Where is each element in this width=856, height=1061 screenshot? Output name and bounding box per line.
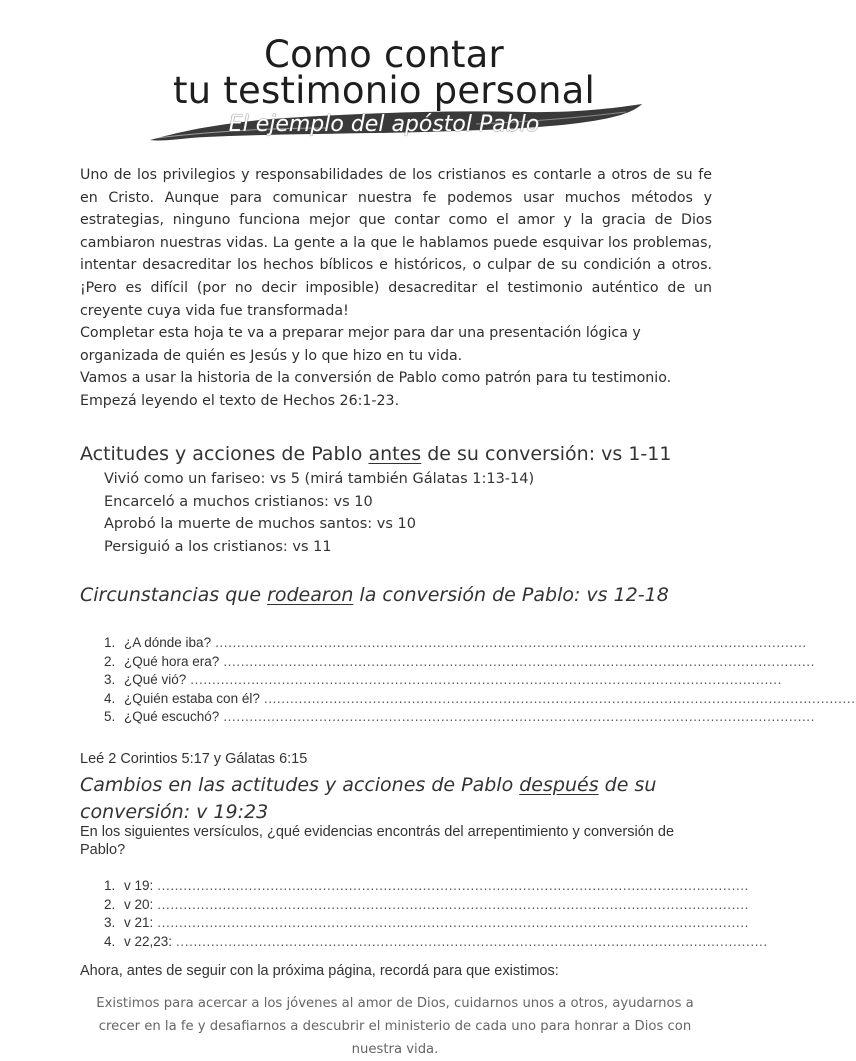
list-item [104, 708, 816, 727]
item-question: ¿A dónde iba? [124, 635, 212, 650]
answer-line[interactable]: ........................................................................................................................................ [157, 896, 749, 912]
item-question: ¿Qué escuchó? [124, 709, 220, 724]
reading-instruction: Leé 2 Corintios 5:17 y Gálatas 6:15 [80, 751, 308, 767]
item-number: 1. [104, 635, 116, 650]
intro-paragraph-4: Empezá leyendo el texto de Hechos 26:1-23. [80, 392, 400, 409]
after-list [104, 877, 768, 951]
list-item: Persiguió a los cristianos: vs 11 [104, 538, 332, 555]
answer-line[interactable]: ........................................................................................................................................ [176, 933, 768, 949]
heading-text: Circunstancias que [80, 584, 268, 606]
list-item [104, 914, 749, 933]
list-item [104, 671, 782, 690]
intro-paragraph-3: Vamos a usar la historia de la conversión de Pablo como patrón para tu testimonio. [80, 370, 672, 387]
item-number: 4. [104, 690, 116, 706]
answer-line[interactable]: ........................................................................................................................................ [263, 690, 856, 706]
heading-text: Cambios en las actitudes y acciones de Pablo [80, 774, 520, 796]
list-item [104, 896, 749, 915]
circumstances-list [104, 634, 856, 727]
heading-text: la conversión de Pablo: vs 12-18 [353, 584, 669, 606]
list-item [104, 877, 749, 896]
intro-text [80, 164, 712, 413]
heading-underlined-word: rodearon [267, 584, 354, 606]
list-item [104, 634, 807, 653]
item-number: 2. [104, 896, 116, 912]
answer-line[interactable]: ........................................................................................................................................ [157, 878, 749, 893]
intro-paragraph-2: Completar esta hoja te va a preparar mejor para dar una presentación lógica y organizada de quién es Jesús y lo que hizo en tu vida. [80, 325, 641, 364]
item-question: v 19: [124, 878, 154, 893]
item-number: 3. [104, 915, 116, 930]
list-item: Encarceló a muchos cristianos: vs 10 [104, 493, 373, 510]
heading-text: Actitudes y acciones de Pablo [80, 443, 369, 465]
item-number: 1. [104, 878, 116, 893]
section-after-heading [80, 772, 660, 826]
item-number: 2. [104, 653, 116, 669]
heading-text: de su conversión: v 19:23 [80, 774, 657, 823]
page-title-line-1: Como contar [264, 33, 504, 76]
heading-text: de su conversión: vs 1-11 [421, 443, 672, 465]
item-question: ¿Quién estaba con él? [124, 690, 260, 706]
mission-statement: Existimos para acercar a los jóvenes al amor de Dios, cuidarnos unos a otros, ayudarnos a crecer en la fe y desafiarnos a descubrir el ministerio de cada uno para honrar a Dios con nuestra vida. [96, 996, 694, 1057]
section-after-question: En los siguientes versículos, ¿qué evidencias encontrás del arrepentimiento y conversión de Pablo? [80, 824, 675, 858]
item-question: ¿Qué vió? [124, 672, 187, 687]
heading-underlined-word: después [519, 774, 599, 796]
list-item [104, 690, 856, 709]
item-question: v 22,23: [124, 933, 173, 949]
closing-reminder: Ahora, antes de seguir con la próxima página, recordá para que existimos: [80, 963, 559, 979]
section-before-heading [80, 442, 720, 467]
answer-line[interactable]: ........................................................................................................................................ [215, 635, 807, 650]
before-list [104, 468, 704, 558]
item-question: ¿Qué hora era? [124, 653, 220, 669]
item-number: 4. [104, 933, 116, 949]
list-item [104, 653, 816, 672]
item-question: v 20: [124, 896, 154, 912]
item-number: 5. [104, 709, 116, 724]
intro-paragraph-1: Uno de los privilegios y responsabilidades de los cristianos es contarle a otros de su fe en Cristo. Aunque para comunicar nuestra fe podemos usar muchos métodos y estrategias, ninguno funciona mejor que contar como el amor y la gracia de Dios cambiaron nuestras vidas. La gente a la que le hablamos puede esquivar los problemas, intentar desacreditar los hechos bíblicos e históricos, o culpar de su condición a otros. ¡Pero es difícil (por no decir imposible) desacreditar el testimonio auténtico de un creyente cuya vida fue transformada! [80, 167, 712, 319]
section-circumstances-heading [80, 583, 720, 608]
list-item: Aprobó la muerte de muchos santos: vs 10 [104, 516, 416, 533]
answer-line[interactable]: ........................................................................................................................................ [190, 672, 782, 687]
list-item: Vivió como un fariseo: vs 5 (mirá también Gálatas 1:13-14) [104, 471, 535, 487]
page-title-line-2: tu testimonio personal [172, 69, 596, 112]
answer-line[interactable]: ........................................................................................................................................ [223, 709, 816, 724]
answer-line[interactable]: ........................................................................................................................................ [157, 915, 749, 930]
heading-underlined-word: antes [368, 443, 422, 465]
item-question: v 21: [124, 915, 154, 930]
item-number: 3. [104, 672, 116, 687]
page-subtitle: El ejemplo del apóstol Pablo [228, 112, 540, 137]
list-item [104, 933, 768, 952]
answer-line[interactable]: ........................................................................................................................................ [223, 653, 816, 669]
